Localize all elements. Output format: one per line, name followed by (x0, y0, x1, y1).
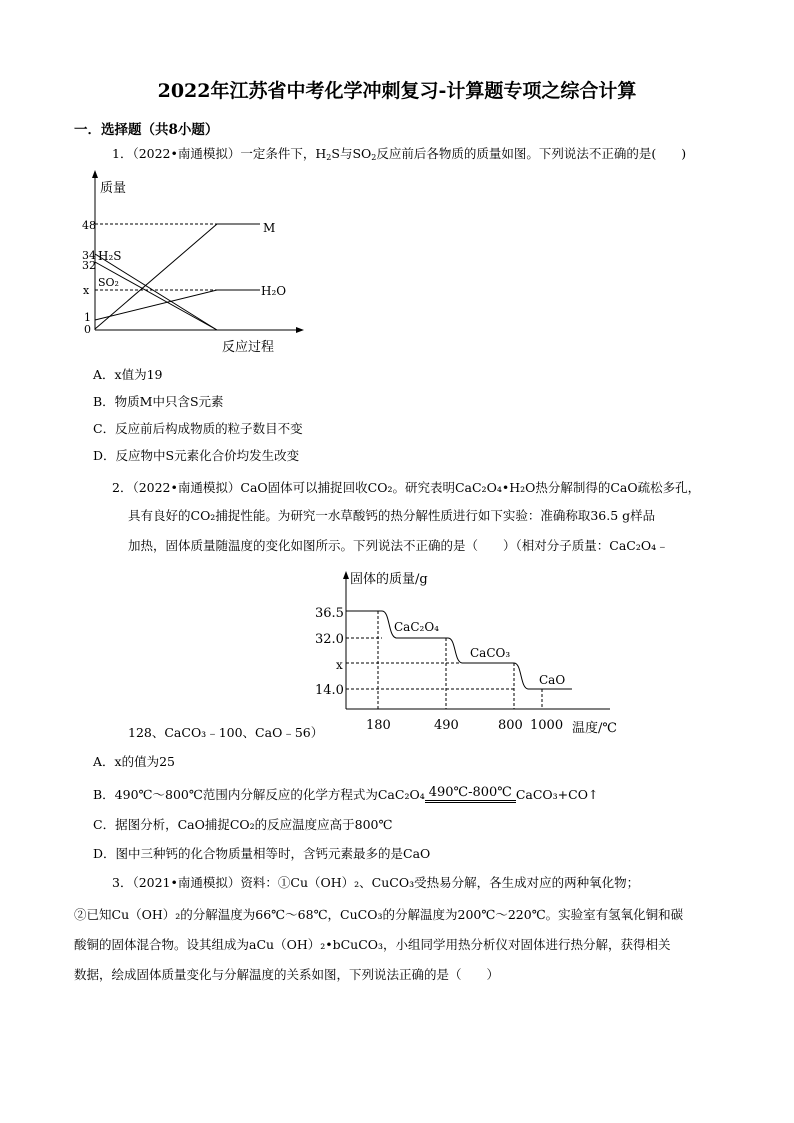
q2-option-b-equals (425, 800, 516, 803)
q3-line2: ②已知Cu（OH）₂的分解温度为66℃～68℃，CuCO₃的分解温度为200℃～220℃。实验室有氢氧化铜和碳 (74, 907, 684, 922)
q2-option-b-condition (425, 786, 516, 803)
page-title: 2022年江苏省中考化学冲刺复习-计算题专项之综合计算 (157, 80, 637, 102)
q1-series-M (95, 224, 260, 329)
q2-line2: 具有良好的CO₂捕捉性能。为研究一水草酸钙的热分解性质进行如下实验：准确称取36.5 g样品 (128, 508, 656, 523)
q2-line4: 128、CaCO₃﹣100、CaO﹣56） (128, 725, 324, 740)
q2-xtick-800: 800 (498, 718, 523, 733)
q1-label-SO2: SO₂ (98, 276, 119, 289)
q1-series-SO2 (95, 262, 217, 330)
q2-label-cao: CaO (539, 673, 566, 687)
q1-option-c[interactable]: C．反应前后构成物质的粒子数目不变 (93, 421, 303, 436)
q2-label-caco3: CaCO₃ (470, 646, 511, 660)
q2-xlabel: 温度/℃ (572, 721, 617, 736)
q2-option-b-prefix: B．490℃～800℃范围内分解反应的化学方程式为CaC₂O₄ (93, 787, 425, 802)
q2-xtick-490: 490 (434, 718, 459, 733)
q1-chart (80, 168, 310, 358)
q1-so2-sub: 2 (371, 153, 377, 162)
q2-xtick-1000: 1000 (530, 718, 564, 733)
q2-label-cac2o4: CaC₂O₄ (394, 620, 439, 634)
q2-option-d[interactable]: D．图中三种钙的化合物质量相等时，含钙元素最多的是CaO (93, 846, 431, 861)
q2-option-c[interactable]: C．据图分析，CaO捕捉CO₂的反应温度应高于800℃ (93, 817, 393, 832)
q2-ytick-36.5: 36.5 (315, 606, 344, 621)
q2-ytick-32: 32.0 (315, 632, 344, 647)
q1-label-M: M (263, 221, 276, 235)
q1-label-H2S: H₂S (98, 249, 122, 263)
q1-h2s-sub: 2 (326, 153, 332, 162)
q3-line3: 酸铜的固体混合物。设其组成为aCu（OH）₂•bCuCO₃，小组同学用热分析仪对固体进行热分解，获得相关 (74, 937, 671, 952)
q1-series-H2S (95, 254, 217, 330)
q3-line4: 数据，绘成固体质量变化与分解温度的关系如图，下列说法正确的是（ ） (74, 967, 500, 982)
q2-option-b-suffix: CaCO₃+CO↑ (515, 787, 599, 802)
q1-stem-mid: S与SO (331, 146, 372, 161)
q1-option-d[interactable]: D．反应物中S元素化合价均发生改变 (93, 448, 300, 463)
q2-ytick-14: 14.0 (315, 683, 344, 698)
q2-ylabel: 固体的质量/g (350, 572, 428, 587)
q1-ylabel: 质量 (100, 181, 127, 196)
q1-ytick-0: 0 (84, 323, 91, 336)
q2-chart (310, 566, 640, 738)
q1-ytick-34: 34 (82, 249, 96, 262)
q1-stem (112, 146, 686, 166)
q1-ytick-32: 32 (82, 259, 96, 272)
q3-line1: 3．（2021•南通模拟）资料：①Cu（OH）₂、CuCO₃受热易分解，各生成对应的两种氧化物； (112, 875, 640, 890)
q1-stem-prefix: 1．（2022•南通模拟）一定条件下，H (112, 146, 327, 161)
q1-ytick-1: 1 (84, 311, 91, 324)
q2-option-b[interactable] (93, 786, 598, 803)
q1-option-a[interactable]: A．x值为19 (93, 367, 163, 382)
q1-stem-suffix: 反应前后各物质的质量如图。下列说法不正确的是( ) (376, 146, 687, 161)
q2-xtick-180: 180 (366, 718, 391, 733)
q1-ytick-48: 48 (82, 219, 96, 232)
section-heading: 一．选择题（共8小题） (74, 122, 219, 138)
q1-xlabel: 反应过程 (222, 340, 275, 355)
q2-option-a[interactable]: A．x的值为25 (93, 754, 175, 769)
q2-line3: 加热，固体质量随温度的变化如图所示。下列说法不正确的是（ ）（相对分子质量：CaC₂O₄﹣ (128, 538, 669, 553)
q2-line1: 2．（2022•南通模拟）CaO固体可以捕捉回收CO₂。研究表明CaC₂O₄•H₂O热分解制得的CaO疏松多孔， (112, 480, 701, 495)
q1-label-H2O: H₂O (261, 284, 287, 298)
q1-option-b[interactable]: B．物质M中只含S元素 (93, 394, 224, 409)
q1-ytick-x: x (83, 284, 90, 297)
q2-option-b-cond-text: 490℃-800℃ (428, 785, 512, 800)
q2-ytick-x: x (336, 658, 343, 672)
